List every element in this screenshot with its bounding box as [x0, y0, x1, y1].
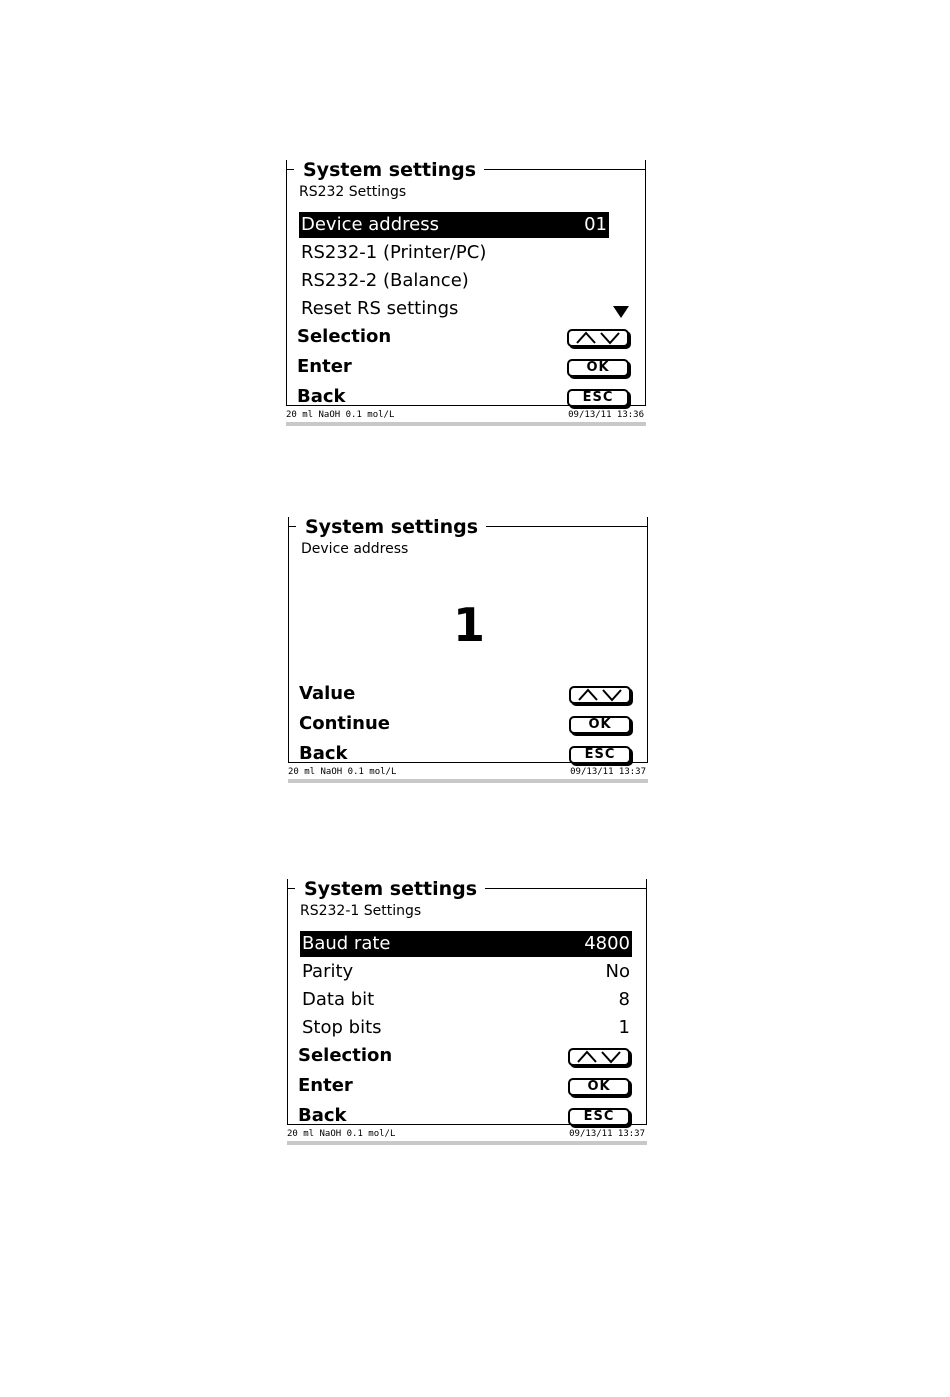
ok-key-button[interactable]: OK	[569, 716, 631, 734]
action-label-enter: Enter	[297, 356, 352, 377]
menu-item-label: Parity	[302, 961, 354, 982]
action-label-selection: Selection	[297, 326, 392, 347]
status-method: 20 ml NaOH 0.1 mol/L	[286, 410, 395, 420]
menu-item-rs232-2[interactable]	[299, 268, 609, 294]
screen-rs232-settings	[286, 160, 646, 426]
menu-item-label: Data bit	[302, 989, 375, 1010]
menu-item-baud-rate[interactable]	[300, 931, 632, 957]
screen-subtitle: Device address	[301, 541, 409, 557]
scroll-down-icon	[613, 306, 629, 318]
screen-title: System settings	[304, 879, 485, 899]
ok-key-button[interactable]: OK	[567, 359, 629, 377]
menu-item-label: Reset RS settings	[301, 298, 459, 319]
menu-item-value: 8	[618, 989, 630, 1010]
menu-item-parity[interactable]	[300, 959, 632, 985]
updown-key-button[interactable]	[568, 1048, 630, 1066]
status-datetime: 09/13/11 13:37	[570, 767, 646, 777]
status-datetime: 09/13/11 13:36	[568, 410, 644, 420]
action-label-back: Back	[299, 743, 348, 764]
screen-subtitle: RS232-1 Settings	[300, 903, 422, 919]
status-bar	[288, 763, 648, 783]
menu-item-value: No	[605, 961, 630, 982]
action-label-continue: Continue	[299, 713, 391, 734]
screen-frame	[288, 517, 648, 763]
action-label-back: Back	[297, 386, 346, 407]
screen-frame	[287, 879, 647, 1125]
esc-key-button[interactable]: ESC	[569, 746, 631, 764]
status-method: 20 ml NaOH 0.1 mol/L	[288, 767, 397, 777]
menu-item-value: 01	[584, 214, 607, 235]
updown-key-button[interactable]	[567, 329, 629, 347]
menu-item-value: 4800	[584, 933, 630, 954]
status-method: 20 ml NaOH 0.1 mol/L	[287, 1129, 396, 1139]
screen-frame	[286, 160, 646, 406]
esc-key-button[interactable]: ESC	[567, 389, 629, 407]
screen-title: System settings	[303, 160, 484, 180]
screen-title: System settings	[305, 517, 486, 537]
menu-item-label: RS232-1 (Printer/PC)	[301, 242, 487, 263]
screen-device-address	[288, 517, 648, 783]
menu-item-value: 1	[618, 1017, 630, 1038]
status-datetime: 09/13/11 13:37	[569, 1129, 645, 1139]
menu-item-data-bit[interactable]	[300, 987, 632, 1013]
action-label-back: Back	[298, 1105, 347, 1126]
menu-item-label: RS232-2 (Balance)	[301, 270, 469, 291]
action-label-value: Value	[299, 683, 356, 704]
updown-icon	[575, 688, 625, 702]
updown-key-button[interactable]	[569, 686, 631, 704]
screen-rs232-1-settings	[287, 879, 647, 1145]
menu-item-rs232-1[interactable]	[299, 240, 609, 266]
status-bar	[287, 1125, 647, 1145]
menu-item-label: Baud rate	[302, 933, 391, 954]
screen-subtitle: RS232 Settings	[299, 184, 407, 200]
menu-item-label: Stop bits	[302, 1017, 382, 1038]
menu-item-stop-bits[interactable]	[300, 1015, 632, 1041]
esc-key-button[interactable]: ESC	[568, 1108, 630, 1126]
status-bar	[286, 406, 646, 426]
action-label-enter: Enter	[298, 1075, 353, 1096]
action-label-selection: Selection	[298, 1045, 393, 1066]
menu-item-device-address[interactable]	[299, 212, 609, 238]
device-address-value: 1	[452, 598, 485, 652]
updown-icon	[574, 1050, 624, 1064]
ok-key-button[interactable]: OK	[568, 1078, 630, 1096]
updown-icon	[573, 331, 623, 345]
menu-item-reset-rs[interactable]	[299, 296, 609, 322]
menu-item-label: Device address	[301, 214, 439, 235]
